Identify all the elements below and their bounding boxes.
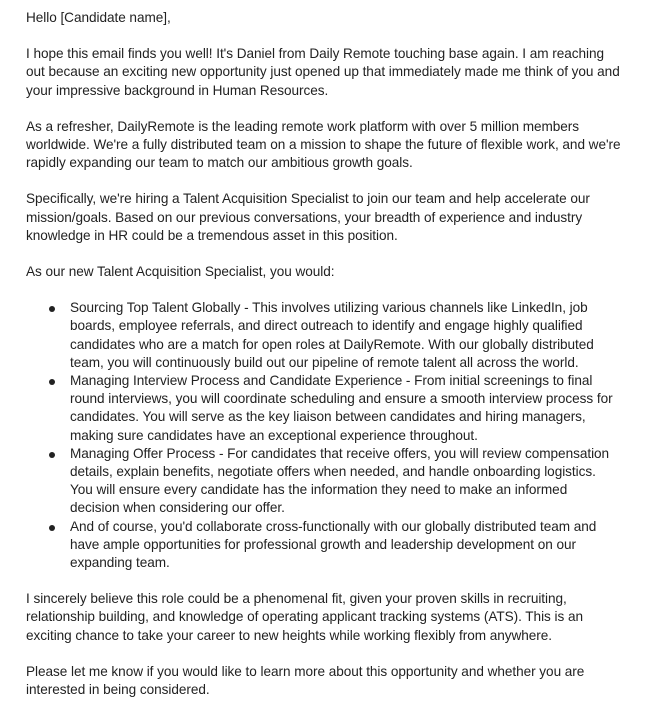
bullet-icon: [49, 379, 55, 385]
role-paragraph: Specifically, we're hiring a Talent Acquisition Specialist to join our team and help accelerate our mission/goals. Based on our previous conversations, your breadth of experience and industry knowledge in HR could be a tremendous asset in this position.: [26, 191, 590, 243]
responsibilities-lead-in: As our new Talent Acquisition Specialist, you would:: [26, 264, 335, 280]
list-item: [26, 372, 615, 445]
list-item-text: Managing Interview Process and Candidate Experience - From initial screenings to final round interviews, you will coordinate scheduling and ensure a smooth interview process for candidates. You will serve as the key liaison between candidates and hiring managers, making sure candidates have an exceptional experience throughout.: [70, 373, 613, 443]
intro-paragraph: I hope this email finds you well! It's Daniel from Daily Remote touching base again. I am reaching out because an exciting new opportunity just opened up that immediately made me think of you and your impressive background in Human Resources.: [26, 46, 620, 98]
bullet-icon: [49, 525, 55, 531]
list-item: [26, 299, 615, 372]
call-to-action-paragraph: Please let me know if you would like to learn more about this opportunity and whether you are interested in being considered.: [26, 663, 585, 698]
list-item-text: Managing Offer Process - For candidates that receive offers, you will review compensation details, explain benefits, negotiate offers when needed, and handle onboarding logistics. You will ensure every candidate has the information they need to make an informed decision when considering our offer.: [70, 445, 610, 516]
fit-paragraph: I sincerely believe this role could be a phenomenal fit, given your proven skills in recruiting, relationship building, and knowledge of operating applicant tracking systems (ATS). This is an exciting chance to take your career to new heights while working flexibly from anywhere.: [26, 591, 583, 643]
company-paragraph: As a refresher, DailyRemote is the leading remote work platform with over 5 million members worldwide. We're a fully distributed team on a mission to shape the future of flexible work, and we're rapidly expanding our team to match our ambitious growth goals.: [26, 118, 621, 171]
bullet-icon: [49, 452, 55, 458]
responsibilities-list: [26, 299, 626, 572]
list-item-text: Sourcing Top Talent Globally - This involves utilizing various channels like LinkedIn, job boards, employee referrals, and direct outreach to identify and engage highly qualified candidates who are a match for open roles at DailyRemote. With our globally distributed team, you will continuously build out our pipeline of remote talent all across the world.: [70, 300, 594, 370]
bullet-icon: [49, 306, 55, 312]
list-item-text: And of course, you'd collaborate cross-functionally with our globally distributed team and have ample opportunities for professional growth and leadership development on our expanding team.: [70, 518, 597, 571]
email-greeting: Hello [Candidate name],: [26, 10, 171, 25]
list-item: [26, 518, 615, 573]
list-item: [26, 445, 615, 518]
